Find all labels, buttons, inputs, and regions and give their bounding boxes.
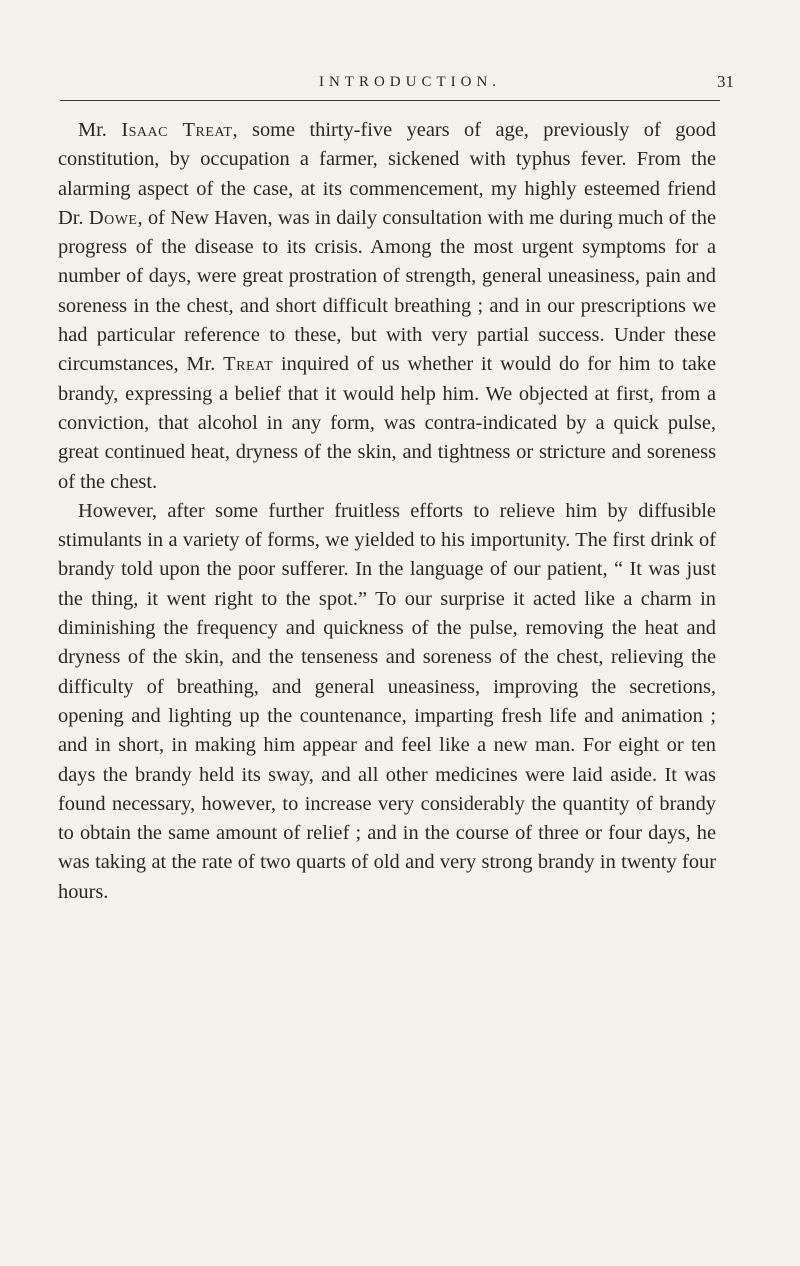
patient-name: Isaac Treat <box>121 119 233 141</box>
header-rule <box>60 100 720 101</box>
paragraph-1 <box>58 116 716 497</box>
text-run: , some thirty-five years of age, previously of good constitution, by occupation a farmer, sickened with typhus fever. From the alarming aspect of the case, at its commencement, my highly esteemed friend Dr. <box>58 119 716 229</box>
page-number: 31 <box>717 72 734 91</box>
doctor-name: Dowe <box>88 206 138 229</box>
text-run: , of New Haven, was in daily consultation with me during much of the progress of the disease to its crisis. Among the most urgent symptoms for a number of days, were great prostration of strength, general uneasiness, pain and soreness in the chest, and short difficult breathing ; and in our prescriptions we had particular reference to these, but with very partial success. Under these circumstances, Mr. <box>58 206 716 376</box>
running-head <box>60 66 760 102</box>
text-run: Mr. <box>78 119 122 141</box>
patient-surname: Treat <box>223 353 274 376</box>
body-text <box>58 116 716 907</box>
text-run: inquired of us whether it would do for him to take brandy, expressing a belief that it would help him. We objected at first, from a conviction, that alcohol in any form, was contra-indicated by a quick pulse, great continued heat, dryness of the skin, and tightness or stricture and soreness of the chest. <box>58 353 716 493</box>
paragraph-2: However, after some further fruitless efforts to relieve him by diffusible stimulants in a variety of forms, we yielded to his importunity. The first drink of brandy told upon the poor sufferer. In the language of our patient, “ It was just the thing, it went right to the spot.” To our surprise it acted like a charm in diminishing the frequency and quickness of the pulse, removing the heat and dryness of the skin, and the tenseness and soreness of the chest, relieving the difficulty of breathing, and general uneasiness, improving the secretions, opening and lighting up the countenance, imparting fresh life and animation ; and in short, in making him appear and feel like a new man. For eight or ten days the brandy held its sway, and all other medicines were laid aside. It was found necessary, however, to increase very considerably the quantity of brandy to obtain the same amount of relief ; and in the course of three or four days, he was taking at the rate of two quarts of old and very strong brandy in twenty four hours. <box>58 499 716 903</box>
running-title: INTRODUCTION. <box>318 74 502 90</box>
